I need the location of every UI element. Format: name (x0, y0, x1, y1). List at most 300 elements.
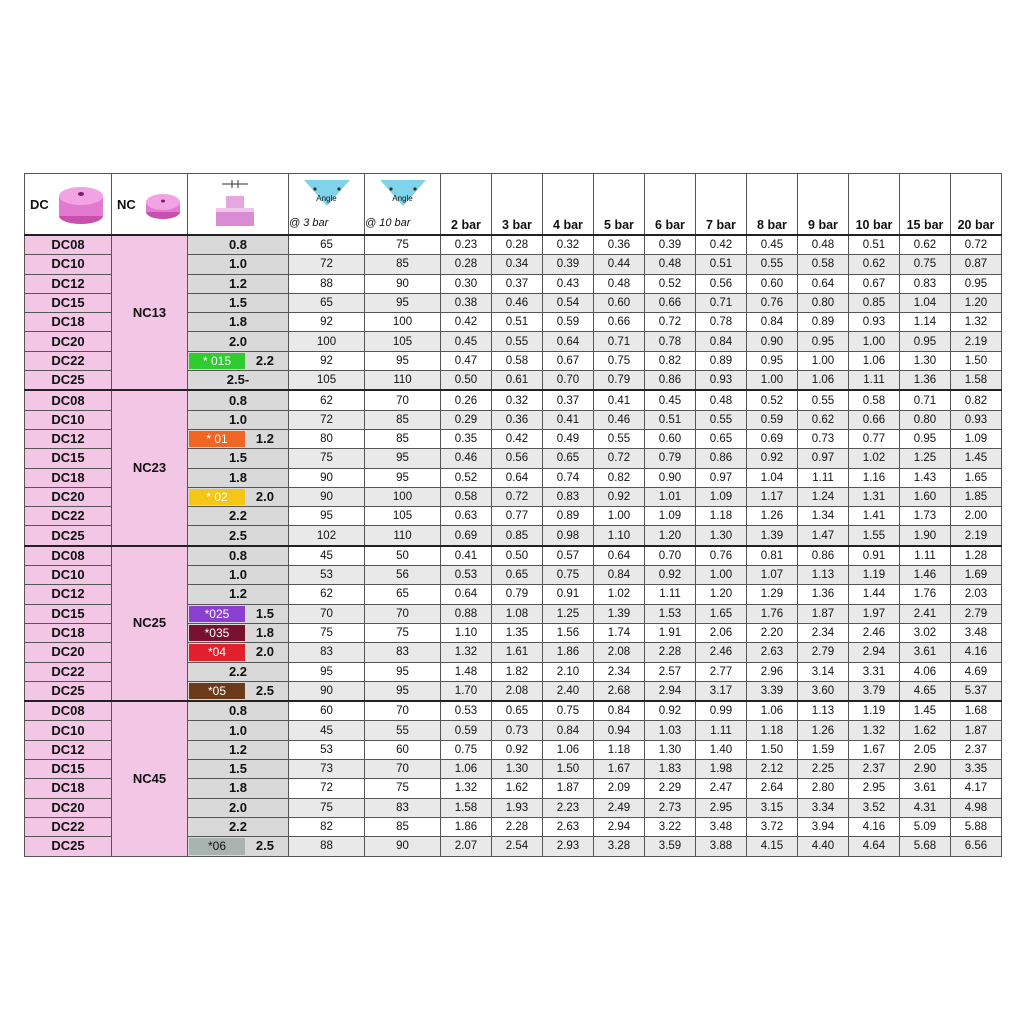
bore-value: 2.5 (255, 682, 274, 698)
flow-value: 0.65 (543, 449, 594, 468)
flow-value: 1.47 (798, 526, 849, 546)
flow-value: 3.48 (696, 817, 747, 836)
flow-value: 1.13 (798, 566, 849, 585)
bore-cell (188, 235, 289, 255)
flow-value: 0.95 (798, 332, 849, 351)
flow-value: 0.50 (441, 371, 492, 391)
flow-value: 0.32 (543, 235, 594, 255)
flow-value: 2.37 (849, 760, 900, 779)
flow-value: 0.66 (594, 313, 645, 332)
flow-value: 0.56 (492, 449, 543, 468)
flow-value: 1.45 (900, 701, 951, 721)
flow-value: 1.29 (747, 585, 798, 604)
flow-value: 0.98 (543, 526, 594, 546)
flow-value: 0.60 (747, 274, 798, 293)
angle-10bar-value: 95 (365, 468, 441, 487)
flow-value: 5.68 (900, 837, 951, 856)
flow-value: 2.79 (951, 604, 1002, 623)
bore-cell (188, 643, 289, 662)
flow-value: 0.36 (594, 235, 645, 255)
flow-value: 2.19 (951, 526, 1002, 546)
flow-value: 3.94 (798, 817, 849, 836)
nc-header-label: NC (117, 197, 136, 212)
angle-10bar-value: 95 (365, 662, 441, 681)
bore-value: 1.5 (228, 761, 248, 777)
flow-value: 0.84 (594, 701, 645, 721)
flow-value: 1.30 (645, 740, 696, 759)
flow-value: 3.15 (747, 798, 798, 817)
color-code-chip: * 01 (189, 431, 245, 447)
bore-cell (188, 507, 289, 526)
flow-value: 2.95 (849, 779, 900, 798)
flow-value: 0.48 (696, 390, 747, 410)
bore-value: 1.8 (228, 314, 248, 330)
flow-value: 0.59 (441, 721, 492, 740)
flow-value: 4.65 (900, 681, 951, 701)
angle-3bar-value: 90 (289, 681, 365, 701)
flow-value: 0.72 (492, 487, 543, 506)
pressure-header: 10 bar (849, 174, 900, 236)
flow-value: 0.88 (441, 604, 492, 623)
flow-value: 0.75 (543, 566, 594, 585)
nc-code: NC23 (112, 390, 188, 545)
flow-value: 4.64 (849, 837, 900, 856)
angle-3bar-value: 62 (289, 585, 365, 604)
flow-value: 1.16 (849, 468, 900, 487)
flow-value: 2.54 (492, 837, 543, 856)
color-code-chip: *05 (189, 683, 245, 699)
flow-value: 0.70 (645, 546, 696, 566)
dc-header-label: DC (30, 197, 49, 212)
bore-value: 1.0 (228, 722, 248, 738)
angle-3bar-value: 75 (289, 623, 365, 642)
flow-value: 0.64 (543, 332, 594, 351)
bore-cell (188, 623, 289, 642)
bore-value: 2.2 (255, 352, 274, 368)
flow-value: 2.29 (645, 779, 696, 798)
pressure-header: 4 bar (543, 174, 594, 236)
flow-value: 1.73 (900, 507, 951, 526)
flow-value: 0.84 (747, 313, 798, 332)
flow-value: 0.75 (543, 701, 594, 721)
flow-value: 1.18 (594, 740, 645, 759)
flow-value: 0.48 (645, 255, 696, 274)
pressure-header: 6 bar (645, 174, 696, 236)
flow-value: 1.65 (696, 604, 747, 623)
flow-value: 2.40 (543, 681, 594, 701)
flow-value: 0.82 (951, 390, 1002, 410)
flow-value: 0.53 (441, 701, 492, 721)
bore-cell (188, 410, 289, 429)
bore-cell (188, 681, 289, 701)
flow-value: 0.51 (849, 235, 900, 255)
dc-code: DC18 (25, 468, 112, 487)
flow-value: 2.80 (798, 779, 849, 798)
flow-value: 1.69 (951, 566, 1002, 585)
flow-value: 1.87 (951, 721, 1002, 740)
dc-code: DC08 (25, 701, 112, 721)
bore-cell (188, 332, 289, 351)
dc-header (25, 174, 112, 236)
angle-3bar-value: 72 (289, 410, 365, 429)
flow-value: 0.76 (747, 293, 798, 312)
bore-header (188, 174, 289, 236)
angle-10bar-value: 90 (365, 274, 441, 293)
flow-value: 1.31 (849, 487, 900, 506)
dc-code: DC08 (25, 546, 112, 566)
flow-value: 2.28 (645, 643, 696, 662)
flow-value: 0.50 (492, 546, 543, 566)
bore-value: 2.5 (255, 838, 274, 854)
flow-value: 0.62 (798, 410, 849, 429)
bore-cell (188, 585, 289, 604)
angle-3bar-value: 90 (289, 487, 365, 506)
flow-value: 1.11 (798, 468, 849, 487)
flow-value: 3.22 (645, 817, 696, 836)
flow-value: 0.41 (441, 546, 492, 566)
flow-value: 1.01 (645, 487, 696, 506)
flow-value: 0.80 (900, 410, 951, 429)
flow-value: 0.81 (747, 546, 798, 566)
flow-value: 0.93 (849, 313, 900, 332)
flow-value: 3.48 (951, 623, 1002, 642)
bore-cell (188, 779, 289, 798)
flow-value: 1.45 (951, 449, 1002, 468)
flow-value: 0.63 (441, 507, 492, 526)
angle-10bar-value: 75 (365, 235, 441, 255)
dc-code: DC08 (25, 390, 112, 410)
angle-10bar-value: 70 (365, 390, 441, 410)
flow-value: 0.97 (798, 449, 849, 468)
flow-value: 0.74 (543, 468, 594, 487)
dc-nozzle-icon (55, 182, 107, 226)
flow-value: 0.28 (492, 235, 543, 255)
bore-cell (188, 293, 289, 312)
flow-value: 0.82 (645, 351, 696, 370)
flow-value: 0.46 (594, 410, 645, 429)
flow-value: 0.65 (492, 701, 543, 721)
pressure-header: 7 bar (696, 174, 747, 236)
flow-value: 0.59 (543, 313, 594, 332)
flow-value: 1.86 (441, 817, 492, 836)
flow-value: 0.93 (696, 371, 747, 391)
flow-value: 0.94 (594, 721, 645, 740)
flow-value: 1.18 (696, 507, 747, 526)
bore-value: 1.2 (228, 275, 248, 291)
flow-value: 1.07 (747, 566, 798, 585)
flow-value: 0.32 (492, 390, 543, 410)
flow-value: 3.72 (747, 817, 798, 836)
angle-10bar-value: 95 (365, 293, 441, 312)
flow-value: 2.64 (747, 779, 798, 798)
dc-code: DC12 (25, 585, 112, 604)
angle-3bar-value: 53 (289, 740, 365, 759)
nc-header (112, 174, 188, 236)
flow-value: 0.58 (849, 390, 900, 410)
flow-value: 1.11 (849, 371, 900, 391)
flow-value: 0.35 (441, 429, 492, 448)
flow-value: 2.25 (798, 760, 849, 779)
flow-value: 0.65 (492, 566, 543, 585)
flow-value: 2.10 (543, 662, 594, 681)
bore-value: 1.8 (255, 624, 274, 640)
bore-cell (188, 429, 289, 448)
bore-cell (188, 526, 289, 546)
flow-value: 0.69 (747, 429, 798, 448)
flow-value: 1.46 (900, 566, 951, 585)
flow-value: 1.09 (951, 429, 1002, 448)
flow-value: 0.93 (951, 410, 1002, 429)
flow-value: 3.88 (696, 837, 747, 856)
flow-value: 2.19 (951, 332, 1002, 351)
flow-value: 2.08 (492, 681, 543, 701)
flow-value: 1.40 (696, 740, 747, 759)
flow-value: 2.28 (492, 817, 543, 836)
flow-value: 5.37 (951, 681, 1002, 701)
flow-value: 1.20 (951, 293, 1002, 312)
dc-code: DC15 (25, 449, 112, 468)
flow-value: 3.28 (594, 837, 645, 856)
flow-value: 1.58 (441, 798, 492, 817)
dc-code: DC15 (25, 604, 112, 623)
flow-value: 1.04 (900, 293, 951, 312)
bore-cell (188, 740, 289, 759)
flow-value: 2.63 (747, 643, 798, 662)
angle-10bar-value: 85 (365, 817, 441, 836)
flow-value: 0.91 (849, 546, 900, 566)
bore-value: 1.2 (228, 741, 248, 757)
flow-value: 0.78 (696, 313, 747, 332)
flow-value: 3.59 (645, 837, 696, 856)
flow-value: 0.51 (492, 313, 543, 332)
flow-value: 1.06 (543, 740, 594, 759)
flow-value: 2.09 (594, 779, 645, 798)
angle-3bar-value: 73 (289, 760, 365, 779)
angle-10bar-value: 56 (365, 566, 441, 585)
color-code-chip: *025 (189, 606, 245, 622)
angle-3bar-value: 60 (289, 701, 365, 721)
flow-value: 1.61 (492, 643, 543, 662)
flow-value: 0.52 (747, 390, 798, 410)
bore-value: 1.8 (228, 780, 248, 796)
flow-value: 4.31 (900, 798, 951, 817)
angle-10bar-value: 83 (365, 643, 441, 662)
flow-value: 1.60 (900, 487, 951, 506)
dc-code: DC08 (25, 235, 112, 255)
flow-value: 1.09 (696, 487, 747, 506)
bore-cell (188, 449, 289, 468)
flow-value: 1.30 (900, 351, 951, 370)
bore-cell (188, 313, 289, 332)
flow-value: 0.85 (492, 526, 543, 546)
table-row (25, 390, 1002, 410)
flow-value: 2.95 (696, 798, 747, 817)
flow-value: 0.78 (645, 332, 696, 351)
flow-value: 2.90 (900, 760, 951, 779)
bore-cell (188, 798, 289, 817)
flow-value: 1.35 (492, 623, 543, 642)
flow-value: 1.83 (645, 760, 696, 779)
flow-value: 0.55 (594, 429, 645, 448)
flow-value: 0.92 (594, 487, 645, 506)
angle-10bar-value: 85 (365, 255, 441, 274)
flow-value: 3.35 (951, 760, 1002, 779)
flow-value: 0.69 (441, 526, 492, 546)
flow-value: 1.76 (900, 585, 951, 604)
flow-value: 1.11 (696, 721, 747, 740)
bore-cell (188, 390, 289, 410)
flow-value: 0.47 (441, 351, 492, 370)
flow-value: 2.94 (645, 681, 696, 701)
bore-cell (188, 487, 289, 506)
flow-value: 1.32 (951, 313, 1002, 332)
flow-value: 1.00 (696, 566, 747, 585)
nozzle-table-wrapper (24, 173, 1001, 857)
table-row (25, 546, 1002, 566)
flow-value: 1.76 (747, 604, 798, 623)
flow-value: 0.65 (696, 429, 747, 448)
flow-value: 1.91 (645, 623, 696, 642)
flow-value: 0.84 (543, 721, 594, 740)
flow-value: 2.23 (543, 798, 594, 817)
flow-value: 6.56 (951, 837, 1002, 856)
flow-value: 0.55 (492, 332, 543, 351)
flow-value: 0.83 (543, 487, 594, 506)
angle-10bar-label: @ 10 bar (365, 217, 411, 229)
dc-code: DC12 (25, 740, 112, 759)
flow-value: 0.86 (645, 371, 696, 391)
bore-cell (188, 546, 289, 566)
angle-10bar-value: 75 (365, 623, 441, 642)
flow-value: 1.24 (798, 487, 849, 506)
flow-value: 0.97 (696, 468, 747, 487)
table-row (25, 235, 1002, 255)
angle-3bar-value: 82 (289, 817, 365, 836)
angle-3bar-value: 62 (289, 390, 365, 410)
flow-value: 0.85 (849, 293, 900, 312)
flow-value: 2.79 (798, 643, 849, 662)
flow-value: 2.96 (747, 662, 798, 681)
flow-value: 3.60 (798, 681, 849, 701)
flow-value: 1.26 (798, 721, 849, 740)
flow-value: 1.26 (747, 507, 798, 526)
flow-value: 0.42 (441, 313, 492, 332)
flow-value: 1.02 (849, 449, 900, 468)
bore-value: 1.5 (255, 605, 274, 621)
flow-value: 0.39 (543, 255, 594, 274)
flow-value: 2.73 (645, 798, 696, 817)
flow-value: 0.55 (747, 255, 798, 274)
bore-cell (188, 760, 289, 779)
angle-3bar-label: @ 3 bar (289, 217, 329, 229)
flow-value: 1.25 (543, 604, 594, 623)
dc-code: DC10 (25, 566, 112, 585)
flow-value: 0.30 (441, 274, 492, 293)
angle-10bar-value: 75 (365, 779, 441, 798)
flow-value: 0.64 (441, 585, 492, 604)
bore-value: 0.8 (228, 547, 248, 563)
bore-cell (188, 662, 289, 681)
flow-value: 0.52 (441, 468, 492, 487)
flow-value: 1.19 (849, 701, 900, 721)
angle-10bar-value: 70 (365, 760, 441, 779)
flow-value: 2.93 (543, 837, 594, 856)
flow-value: 1.25 (900, 449, 951, 468)
pressure-header: 8 bar (747, 174, 798, 236)
angle-10bar-value: 85 (365, 410, 441, 429)
dc-code: DC25 (25, 837, 112, 856)
flow-value: 2.34 (594, 662, 645, 681)
angle-3bar-value: 75 (289, 449, 365, 468)
flow-value: 2.46 (696, 643, 747, 662)
dc-code: DC20 (25, 798, 112, 817)
flow-value: 2.49 (594, 798, 645, 817)
angle-10bar-value: 50 (365, 546, 441, 566)
flow-value: 0.79 (645, 449, 696, 468)
pressure-header: 2 bar (441, 174, 492, 236)
dc-code: DC12 (25, 274, 112, 293)
bore-cell (188, 255, 289, 274)
pressure-header: 9 bar (798, 174, 849, 236)
flow-value: 1.62 (900, 721, 951, 740)
angle-3bar-value: 65 (289, 293, 365, 312)
flow-value: 0.46 (441, 449, 492, 468)
angle-label-10: Angle (392, 194, 413, 203)
flow-value: 1.59 (798, 740, 849, 759)
flow-value: 3.31 (849, 662, 900, 681)
flow-value: 0.36 (492, 410, 543, 429)
bore-value: 1.5 (228, 450, 248, 466)
flow-value: 1.87 (543, 779, 594, 798)
flow-value: 0.89 (696, 351, 747, 370)
angle-3bar-value: 92 (289, 351, 365, 370)
flow-value: 0.83 (900, 274, 951, 293)
bore-value: 2.0 (228, 333, 248, 349)
angle-3bar-value: 88 (289, 837, 365, 856)
dc-code: DC20 (25, 643, 112, 662)
flow-value: 1.82 (492, 662, 543, 681)
flow-value: 1.55 (849, 526, 900, 546)
flow-value: 1.85 (951, 487, 1002, 506)
flow-value: 0.82 (594, 468, 645, 487)
table-row (25, 701, 1002, 721)
flow-value: 0.64 (798, 274, 849, 293)
flow-value: 0.58 (441, 487, 492, 506)
flow-value: 0.75 (441, 740, 492, 759)
angle-3bar-value: 70 (289, 604, 365, 623)
angle-10bar-value: 100 (365, 313, 441, 332)
flow-value: 0.48 (798, 235, 849, 255)
flow-value: 2.05 (900, 740, 951, 759)
flow-value: 0.79 (492, 585, 543, 604)
bore-value: 2.2 (228, 508, 248, 524)
dc-code: DC15 (25, 293, 112, 312)
flow-value: 5.09 (900, 817, 951, 836)
angle-3bar-value: 102 (289, 526, 365, 546)
bore-cell (188, 468, 289, 487)
bore-cell (188, 721, 289, 740)
flow-value: 1.43 (900, 468, 951, 487)
flow-value: 1.39 (594, 604, 645, 623)
flow-value: 2.34 (798, 623, 849, 642)
flow-value: 1.56 (543, 623, 594, 642)
bore-value: 2.2 (228, 819, 248, 835)
flow-value: 0.54 (543, 293, 594, 312)
bore-cell (188, 371, 289, 391)
angle-3bar-value: 53 (289, 566, 365, 585)
flow-value: 1.41 (849, 507, 900, 526)
flow-value: 1.19 (849, 566, 900, 585)
